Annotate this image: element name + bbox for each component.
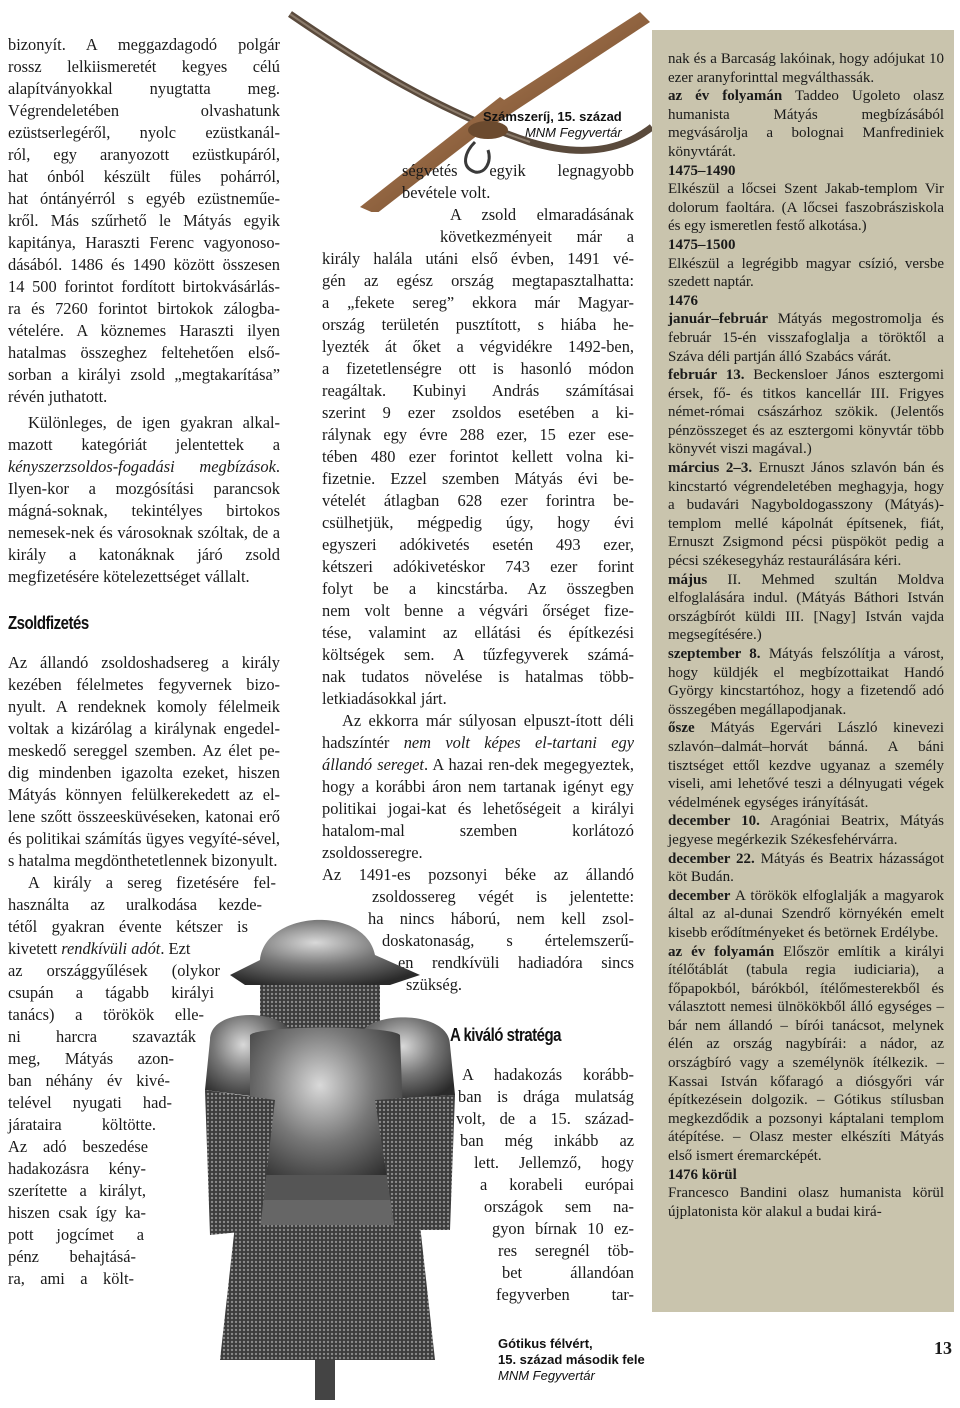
text-line: bet állandóan [502, 1263, 634, 1282]
text-line: a „fekete sereg” ekkora már Magyar- [322, 293, 634, 312]
text-line: ezüstserlegéről, nyolc ezüstkanál- [8, 123, 280, 142]
chronology-entry [668, 943, 944, 1166]
chronology-entry [668, 645, 944, 719]
text-line: szükség. [406, 975, 462, 994]
text-line: kapitánya, Haraszti Ferenc vagyonoso- [8, 233, 280, 252]
entry-date: december [668, 887, 731, 904]
paragraph [8, 412, 280, 588]
text-line: tében 480 ezer forintot kellett volna ki- [322, 447, 634, 466]
entry-date: 1475–1500 [668, 236, 736, 253]
text-line: ról, egy aranyozott ezüstkupáról, [8, 145, 280, 164]
entry-text: Taddeo Ugoleto olasz humanista Mátyás megbízásából megvásárolja a bolognai Manfrediniek könyvtárát. [668, 88, 944, 160]
section-heading-zsoldfizetes: Zsoldfizetés [8, 612, 89, 634]
text-line: szerint 9 ezer zsoldos esetében a ki- [322, 403, 634, 422]
paragraph: Az állandó zsoldoshadsereg a király kezében félelmetes fegyvernek bizo-nyult. A rendeknek komoly félelmeik voltak a kizárólag a királynak engedel-meskedő sereggel szemben. Az élet pe-dig mindenben igazolta ezeket, hiszen Mátyás könnyen felülkerekedett az el-lene szőtt összeesküvéseken, katonai erő és politikai számítás ügyes vegyíté-sével, s hatalma megdönthetetlennek bizonyult. [8, 653, 280, 870]
text-line: meg, Mátyás azon- [8, 1049, 174, 1068]
text-line: letkiadásokkal járt. [322, 689, 447, 708]
paragraph [8, 34, 280, 408]
text-line: rossz lelkiismeretét kegyes célú [8, 57, 280, 76]
chronology-entry [668, 310, 944, 366]
entry-date: 1475–1490 [668, 162, 736, 179]
text: . Ilyen-kor a mozgósítási parancsok mágná-soknak, tekintélyes birtokos nemesek-nek és városoknak szóltak, de a király a katonáknak járó zsold megfizetésére kötelezettséget vállalt. [8, 457, 280, 586]
section-heading-strategy: A kiváló stratéga [450, 1024, 561, 1046]
entry-text: Beckensloer János esztergomi érsek, fő- és titkos kancellár III. Frigyes német-római császárhoz szökik. (Jelentős pénzösszeget és az esztergomi könyvtár több könyvét viszi magával.) [668, 367, 944, 458]
entry-date: az év folyamán [668, 88, 783, 105]
entry-text: A törökök elfoglalják a magyarok által az al-dunai Szendrő környékén emelt kisebb erődítményeket és betörnek Erdélybe. [668, 887, 944, 941]
text-line: gén az egész ország megtapasztalhatta: [322, 271, 634, 290]
text-line: lyezték át őket a végvidékre 1492-ben, [322, 337, 634, 356]
text-line: kről. Más szűrhető le Mátyás egyik [8, 211, 280, 230]
text-line: bizonyít. A meggazdagodó polgár [8, 35, 280, 54]
italic-text: nem volt képes el-tartani egy állandó sereget [322, 733, 634, 774]
text-line: király halála utáni első évben, 1491 vé- [322, 249, 634, 268]
armor-caption-title: Gótikus félvért, [498, 1336, 593, 1351]
text-line: csülhetjük, mégpedig úgy, hogy évi [322, 513, 634, 532]
entry-date: szeptember 8. [668, 646, 761, 662]
armor-caption-source: MNM Fegyvertár [498, 1368, 595, 1383]
entry-date: május [668, 571, 708, 588]
text-line: ban néhány év kivé- [8, 1071, 170, 1090]
text-line: a korabeli európai [480, 1175, 634, 1194]
text-line: tése, valamint az ellátási és építkezési [322, 623, 634, 642]
italic-text: rendkívüli adót [61, 939, 161, 958]
text-line: rálynak egy évre 288 ezer, 15 ezer ese- [322, 425, 634, 444]
entry-date: február 13. [668, 367, 745, 384]
text-line: az országgyűlések (olykor [8, 961, 220, 980]
text-line: ra és 7260 forintot birtokok zálogba- [8, 299, 280, 318]
text-line: hat ónból készült füles pohárról, [8, 167, 280, 186]
text-line: ban is drága mulatság [458, 1087, 634, 1106]
chronology-entry [668, 571, 944, 645]
chronology-entry [668, 719, 944, 812]
text-line: dásából. 1486 és 1490 között összesen [8, 255, 280, 274]
chronology-entry [668, 87, 944, 161]
crossbow-caption-source: MNM Fegyvertár [524, 125, 622, 140]
chronology-entry [668, 366, 944, 459]
chronology-entry [668, 850, 944, 887]
chronology-entry [668, 887, 944, 943]
text-line: egyszeri adókivetés esetén 493 ezer, [322, 535, 634, 554]
italic-text: kényszerzsoldos-fogadási megbízások [8, 457, 276, 476]
text-line: lett. Jellemző, hogy [474, 1153, 634, 1172]
text-line: pénz behajtásá- [8, 1247, 136, 1266]
text-line: fizetnie. Ezzel szemben Mátyás évi be- [322, 469, 634, 488]
text-line: zsoldossereg végét is jelentette: [372, 887, 634, 906]
entry-text: Francesco Bandini olasz humanista körül újplatonista kör alakul a budai kirá- [668, 1185, 944, 1220]
entry-date: március 2–3. [668, 460, 753, 477]
text-line: alapítványokkal nyugtatta meg. [8, 79, 280, 98]
text: kivetett [8, 939, 62, 958]
entry-date: 1476 körül [668, 1166, 737, 1183]
text-line: Az 1491-es pozsonyi béke az állandó [322, 865, 634, 884]
text-line: használta az uralkodása kezde- [8, 895, 262, 914]
text-line: hadakozásra kény- [8, 1159, 146, 1178]
text-line: járataira költötte. [8, 1115, 156, 1134]
entry-date: az év folyamán [668, 943, 775, 960]
chronology-entry [668, 459, 944, 571]
chronology-entry [668, 1166, 944, 1185]
crossbow-caption [483, 109, 622, 141]
text-line: révén juthatott. [8, 387, 108, 406]
text-line: a fizetetlenségre ott is hasonló módon [322, 359, 634, 378]
entry-text: Aragóniai Beatrix, Mátyás jegyese megérkezik Székesfehérvárra. [668, 813, 944, 848]
text-line: ha nincs háború, nem kell zsol- [368, 909, 634, 928]
text-line: reagáltak. Kubinyi András számításai [322, 381, 634, 400]
text-line: sorban a királyi zsold „megtakarítása” [8, 365, 280, 384]
text-line: nem volt benne a végvári őrséget fize- [322, 601, 634, 620]
chronology-entry [668, 180, 944, 236]
text: Az ekkorra már súlyosan elpuszt-ított déli hadszíntér [322, 711, 634, 752]
entry-date: 1476 [668, 292, 698, 309]
chronology-entry [668, 812, 944, 849]
text-line: telével nyugati had- [8, 1093, 172, 1112]
chronology-entry [668, 50, 944, 87]
entry-date: december 22. [668, 850, 755, 867]
entry-text: Mátyás Egervári László kinevezi szlavón–dalmát–horvát bánná. A báni tisztséget ettől kezdve ugyanaz a személy viseli, ami lehetővé teszi a délnyugati végek védelmének egységes irányítását. [668, 720, 944, 811]
text-line: ban még inkább az [460, 1131, 634, 1150]
text-line: gyon bírnak 10 ez- [492, 1219, 634, 1238]
text-line: hiszen csak így ka- [8, 1203, 146, 1222]
text-line: Végrendeletében olvashatunk [8, 101, 280, 120]
text-line: 14 500 forintot fordított birtokvásárlás- [8, 277, 280, 296]
entry-text: Mátyás és Beatrix házasságot köt Budán. [668, 850, 945, 886]
entry-date: ősze [668, 720, 695, 737]
paragraph [322, 710, 634, 864]
text-line: bevétele volt. [402, 183, 491, 202]
entry-text: Elkészül a lőcsei Szent Jakab-templom Vir dolorum faoltára. (A lőcsei faszobrásziskola és egy ismeretlen festő alkotása.) [668, 181, 944, 235]
text-line: Az adó beszedése [8, 1137, 148, 1156]
text-line: hat óntányérról s egyéb ezüstneműe- [8, 189, 280, 208]
chronology-entry [668, 292, 944, 311]
text-line: hatalmas összeghez feltehetően első- [8, 343, 280, 362]
chronology-text [668, 50, 944, 1221]
text: . Ezt [160, 939, 191, 958]
entry-text: Mátyás felszólítja a várost, hogy küldjék el megbízottaikat Handó György kincstartóhoz, hogy a fizetendő adó összegében megállapodjanak. [668, 646, 945, 718]
entry-text: Mátyás megostromolja és február 15-én visszafoglalja a töröktől a Száva déli partján álló Szabács várát. [668, 311, 944, 365]
entry-date: december 10. [668, 813, 760, 830]
entry-text: nak és a Barcaság lakóinak, hogy adójukat 10 ezer aranyforinttal megválthassák. [668, 51, 944, 86]
chronology-entry [668, 162, 944, 181]
text-line: vételét átlagban 628 ezer forintra be- [322, 491, 634, 510]
text-line: doskatonaság, s értelemszerű- [382, 931, 634, 950]
text-line: fegyverben tar- [496, 1285, 634, 1304]
chronology-entry [668, 1184, 944, 1221]
text-line: A zsold elmaradásának [450, 205, 634, 224]
paragraph [322, 160, 634, 204]
text-line: volt, de a 15. század- [456, 1109, 634, 1128]
armor-image [150, 900, 510, 1400]
entry-text: Elkészül a legrégibb magyar csízió, versbe szedett naptár. [668, 255, 944, 291]
text-line: A király a sereg fizetésére fel- [28, 873, 276, 892]
text-line: vételére. A köznemes Haraszti ilyen [8, 321, 280, 340]
text-line: országok sem na- [484, 1197, 634, 1216]
text-line: tétől gyakran évente kétszer is [8, 917, 248, 936]
text-line: csupán a tágabb királyi [8, 983, 214, 1002]
text-line: tanács) a törökök elle- [8, 1005, 204, 1024]
chronology-entry [668, 255, 944, 292]
text-line: en rendkívüli hadiadóra sincs [398, 953, 634, 972]
paragraph [322, 204, 634, 710]
entry-text: II. Mehmed szultán Moldva elfoglalására indul. (Mátyás Báthori István országbírót küldi III. [Nagy] István vajda megsegítésére.) [668, 571, 944, 644]
text-line: kétszeri adókivetéskor 743 ezer forint [322, 557, 634, 576]
text-line: A hadakozás korább- [462, 1065, 634, 1084]
text-line: költségek sem. A tűzfegyverek számá- [322, 645, 634, 664]
crossbow-caption-title: Számszeríj, 15. század [483, 109, 622, 124]
entry-date: január–február [668, 311, 768, 328]
page-number: 13 [934, 1338, 952, 1358]
entry-text: Ernuszt János szlavón bán és kincstartó végrendeletében meghagyja, hogy a budavári Nagyboldogasszony (Mátyás)-templom mellé kápolnát építsenek, fiát, Ernuszt Zsigmond pécsi püspököt pedig a pécsi székesegyház restaurálására kéri. [668, 460, 944, 570]
armor-caption-subtitle: 15. század második fele [498, 1352, 645, 1367]
entry-text: Először említik a királyi ítélőtáblát (tabula regia iudiciaria), a főpapokból, bárókból, ítélőmesterekből és választott nemesi ülnökökből álló egységes – bár nem állandó – bírói tanácsot, melynek élén az ország nagybírái: a nádor, az országbíró vagy a személynök ítélkezik. – Kassai István kőfaragó a diósgyőri vár építkezésein dolgozik. – Gótikus stílusban megkezdődik a pozsonyi káptalani templom átépítése. – Olasz mester elkészíti Mátyás első ismert éremarcképét. [668, 943, 944, 1165]
text-line: ra, ami a költ- [8, 1269, 134, 1288]
text-line: pott jogcímet a [8, 1225, 144, 1244]
text-line: nak tudatos növelése is hatalmas több- [322, 667, 634, 686]
armor-caption [498, 1336, 645, 1384]
text-line: következményeit már a [440, 227, 634, 246]
text-line: ségvetés egyik legnagyobb [402, 161, 634, 180]
text-line: ni harcra szavazták [8, 1027, 196, 1046]
text: . A hazai ren-dek megegyeztek, hogy a korábbi áron nem tartanak igényt egy politikai jogai-kat és lehetőségeit a királyi hatalom-mal szemben korlátozó zsoldosseregre. [322, 755, 634, 862]
text-line: ország területén pusztított, s hiába he- [322, 315, 634, 334]
chronology-entry [668, 236, 944, 255]
text-line: folyt be a kincstárba. Az összegben [322, 579, 634, 598]
text-line: res seregnél töb- [498, 1241, 634, 1260]
text: Különleges, de igen gyakran alkal-mazott kategóriát jelentettek a [8, 413, 280, 454]
text-line: szerítette a királyt, [8, 1181, 146, 1200]
